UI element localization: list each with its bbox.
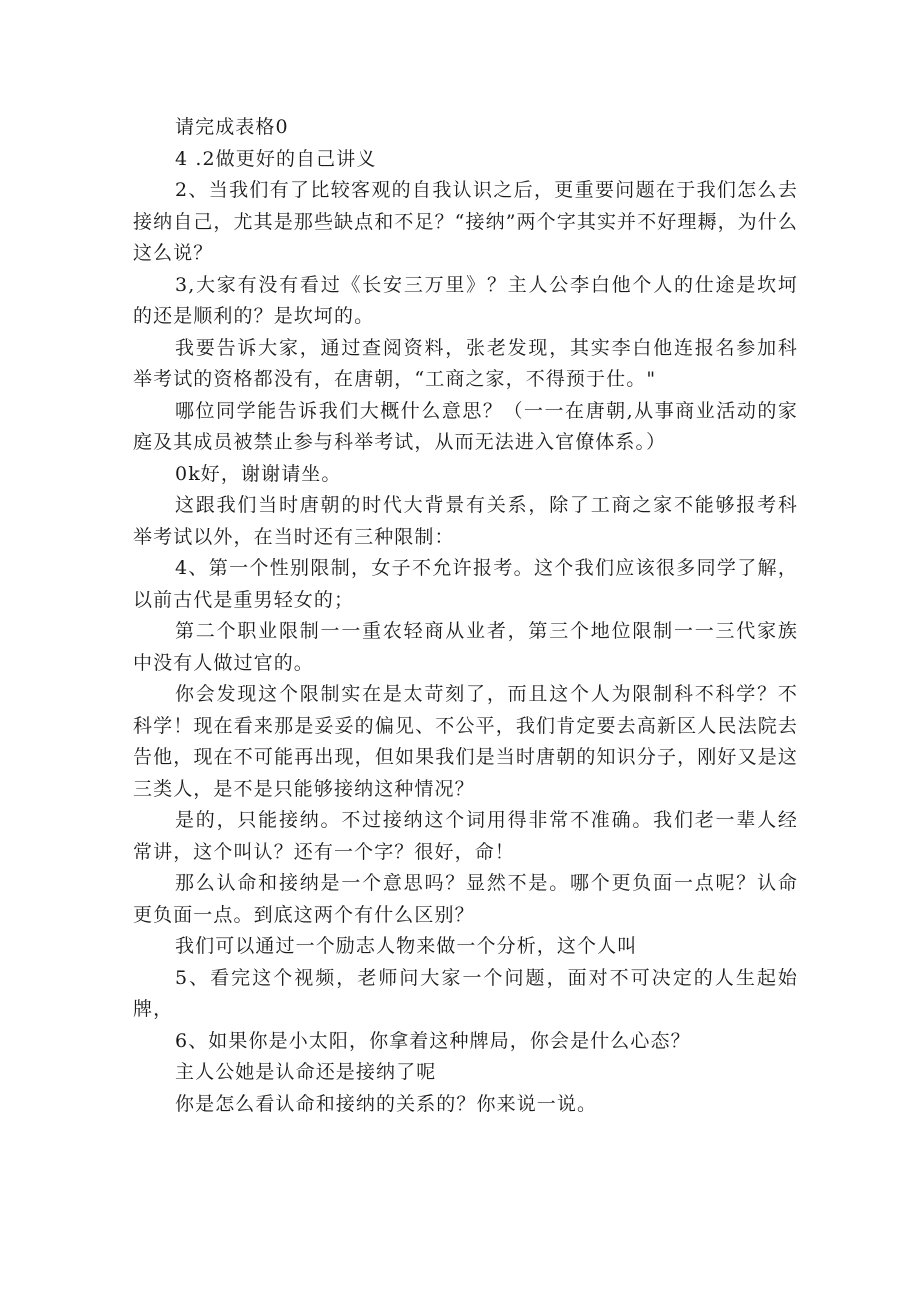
paragraph-3: 3,大家有没有看过《长安三万里》？主人公李白他个人的仕途是坎坷的还是顺利的？是坎坷的。: [133, 273, 798, 327]
paragraph-12: 那么认命和接纳是一个意思吗？显然不是。哪个更负面一点呢？认命更负面一点。到底这两个有什么区别？: [133, 872, 798, 926]
paragraph-lesson-title: 4 .2做更好的自己讲义: [175, 147, 377, 170]
paragraph-13: 我们可以通过一个励志人物来做一个分析，这个人叫: [175, 935, 638, 957]
paragraph-9: 第二个职业限制一一重农轻商从业者，第三个地位限制一一三代家族中没有人做过官的。: [133, 620, 798, 674]
paragraph-8: 4、第一个性别限制，女子不允许报考。这个我们应该很多同学了解，以前古代是重男轻女的；: [133, 557, 798, 611]
paragraph-6: 0k好，谢谢请坐。: [175, 462, 342, 485]
paragraph-14: 5、看完这个视频，老师问大家一个问题，面对不可决定的人生起始牌，: [133, 966, 798, 1020]
paragraph-7: 这跟我们当时唐朝的时代大背景有关系，除了工商之家不能够报考科举考试以外，在当时还有三种限制：: [133, 494, 798, 548]
paragraph-instruction: 请完成表格0: [175, 116, 289, 138]
paragraph-17: 你是怎么看认命和接纳的关系的？你来说一说。: [175, 1092, 598, 1115]
paragraph-4: 我要告诉大家，通过查阅资料，张老发现，其实李白他连报名参加科举考试的资格都没有，在唐朝，“工商之家，不得预于仕。": [133, 336, 798, 390]
document-body: [133, 112, 798, 1120]
paragraph-2: 2、当我们有了比较客观的自我认识之后，更重要问题在于我们怎么去接纳自己，尤其是那些缺点和不足？“接纳”两个字其实并不好理耨，为什么这么说？: [133, 179, 798, 264]
paragraph-15: 6、如果你是小太阳，你拿着这种牌局，你会是什么心态？: [175, 1029, 691, 1052]
paragraph-16: 主人公她是认命还是接纳了呢: [175, 1061, 437, 1083]
paragraph-11: 是的，只能接纳。不过接纳这个词用得非常不准确。我们老一辈人经常讲，这个叫认？还有一个字？很好，命！: [133, 809, 798, 863]
paragraph-10: 你会发现这个限制实在是太苛刻了，而且这个人为限制科不科学？不科学！现在看来那是妥妥的偏见、不公平，我们肯定要去高新区人民法院去告他，现在不可能再出现，但如果我们是当时唐朝的知识分子，刚好又是这三类人，是不是只能够接纳这种情况？: [133, 683, 798, 800]
paragraph-5: 哪位同学能告诉我们大概什么意思？（一一在唐朝,从事商业活动的家庭及其成员被禁止参与科举考试，从而无法进入官僚体系。）: [133, 399, 798, 453]
